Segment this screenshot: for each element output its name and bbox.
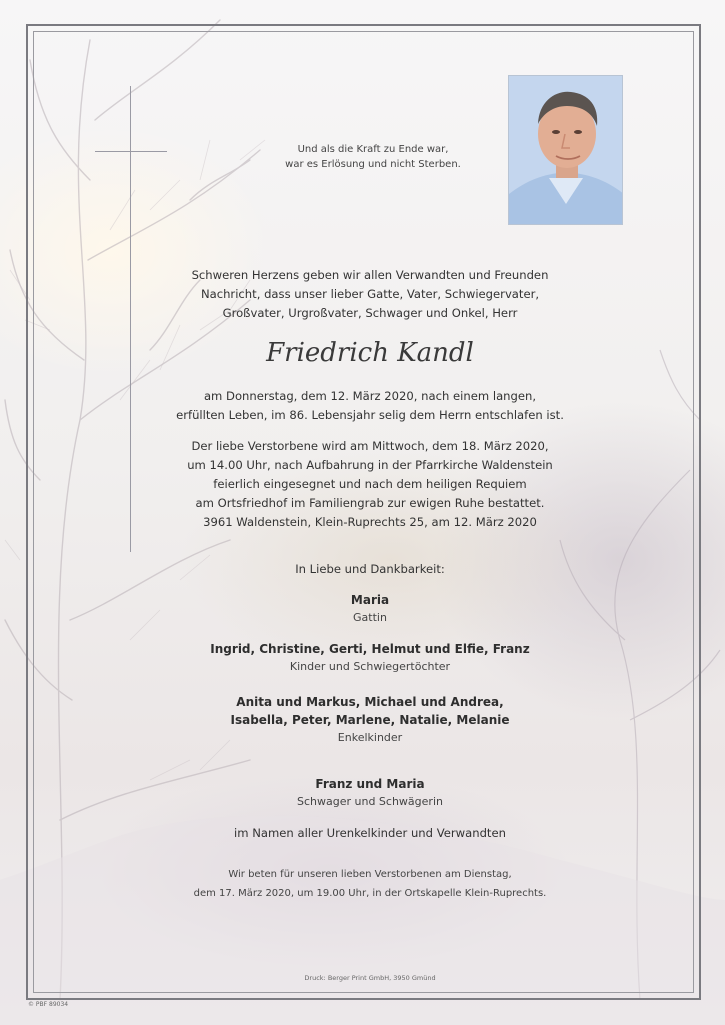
funeral-line: Der liebe Verstorbene wird am Mittwoch, dem 18. März 2020, — [191, 439, 549, 453]
family-group — [150, 591, 590, 627]
place-date: 3961 Waldenstein, Klein-Ruprechts 25, am 12. März 2020 — [203, 515, 537, 529]
memorial-quote — [258, 142, 488, 172]
printer-credit: Druck: Berger Print GmbH, 3950 Gmünd — [304, 974, 436, 982]
funeral-details — [150, 437, 590, 513]
family-group — [150, 693, 590, 747]
template-code: © PBF 89034 — [28, 1001, 69, 1008]
death-notice-line: erfüllten Leben, im 86. Lebensjahr selig dem Herrn entschlafen ist. — [176, 408, 564, 422]
family-role: Enkelkinder — [337, 731, 403, 744]
death-notice-line: am Donnerstag, dem 12. März 2020, nach einem langen, — [203, 389, 537, 403]
cross-icon — [130, 86, 131, 552]
family-group — [150, 640, 590, 676]
prayer-line: Wir beten für unseren lieben Verstorbenen am Dienstag, — [228, 869, 512, 880]
family-names: Anita und Markus, Michael und Andrea, — [236, 695, 504, 709]
family-role: Gattin — [353, 611, 387, 624]
family-group — [150, 775, 590, 811]
family-role: Schwager und Schwägerin — [297, 795, 443, 808]
quote-line: Und als die Kraft zu Ende war, — [297, 144, 449, 155]
intro-line: Großvater, Urgroßvater, Schwager und Onkel, Herr — [222, 306, 518, 320]
all-relatives: im Namen aller Urenkelkinder und Verwandten — [234, 826, 506, 840]
family-names: Maria — [350, 593, 390, 607]
death-notice — [150, 387, 590, 425]
prayer-notice — [150, 865, 590, 903]
family-names: Ingrid, Christine, Gerti, Helmut und Elfie, Franz — [210, 642, 530, 656]
cross-icon-crossbar — [95, 151, 167, 152]
quote-line: war es Erlösung und nicht Sterben. — [285, 159, 461, 170]
family-names: Franz und Maria — [315, 777, 425, 791]
portrait-illustration — [509, 76, 623, 225]
prayer-line: dem 17. März 2020, um 19.00 Uhr, in der Ortskapelle Klein-Ruprechts. — [193, 888, 547, 899]
intro-line: Nachricht, dass unser lieber Gatte, Vater, Schwiegervater, — [200, 287, 540, 301]
funeral-line: feierlich eingesegnet und nach dem heiligen Requiem — [213, 477, 527, 491]
funeral-line: um 14.00 Uhr, nach Aufbahrung in der Pfarrkirche Waldenstein — [187, 458, 553, 472]
funeral-line: am Ortsfriedhof im Familiengrab zur ewigen Ruhe bestattet. — [195, 496, 545, 510]
thanks-heading: In Liebe und Dankbarkeit: — [295, 562, 445, 576]
portrait-photo — [508, 75, 623, 225]
family-names: Isabella, Peter, Marlene, Natalie, Melanie — [230, 713, 510, 727]
intro-line: Schweren Herzens geben wir allen Verwandten und Freunden — [191, 268, 549, 282]
family-role: Kinder und Schwiegertöchter — [289, 660, 451, 673]
deceased-name: Friedrich Kandl — [266, 338, 474, 368]
intro-text — [150, 266, 590, 323]
